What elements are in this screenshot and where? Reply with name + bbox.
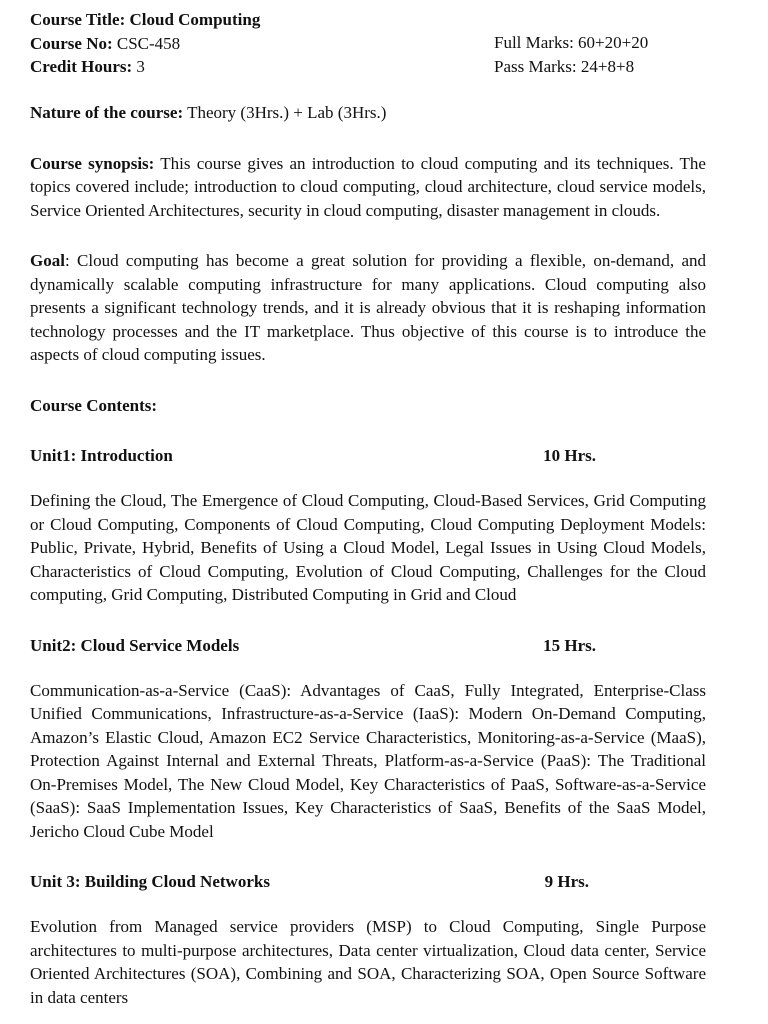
course-synopsis <box>30 152 706 223</box>
unit-2-title: Unit2: Cloud Service Models <box>30 635 240 655</box>
unit-2-heading <box>30 634 706 658</box>
course-title-value: Cloud Computing <box>129 10 261 29</box>
course-title-label: Course Title: <box>30 10 126 29</box>
unit-1-title: Unit1: Introduction <box>30 446 173 465</box>
course-no-label: Course No: <box>30 33 113 53</box>
course-no-value: CSC-458 <box>116 33 181 53</box>
unit-1-hours: 10 Hrs. <box>543 446 596 465</box>
course-info <box>30 8 260 79</box>
unit-3-title: Unit 3: Building Cloud Networks <box>30 872 270 891</box>
goal-label: Goal <box>30 251 65 270</box>
unit-1-content: Defining the Cloud, The Emergence of Cloud Computing, Cloud-Based Services, Grid Computing or Cloud Computing, Components of Cloud Computing, Cloud Computing Deployment Models: Public, Private, Hybrid, Benefits of Using a Cloud Model, Legal Issues in Using Cloud Models, Characteristics of Cloud Computing, Evolution of Cloud Computing, Challenges for the Cloud computing, Grid Computing, Distributed Computing in Grid and Cloud <box>30 491 706 604</box>
unit-3-hours: 9 Hrs. <box>544 872 589 891</box>
course-title-line <box>30 8 260 32</box>
unit-3-content: Evolution from Managed service providers (MSP) to Cloud Computing, Single Purpose architectures to multi-purpose architectures, Data center virtualization, Cloud data center, Service Oriented Architectures (SOA), Combining and SOA, Characterizing SOA, Open Source Software in data centers <box>30 917 706 1007</box>
nature-value: Theory (3Hrs.) + Lab (3Hrs.) <box>187 103 387 122</box>
course-no-line <box>30 32 260 56</box>
pass-marks: Pass Marks: 24+8+8 <box>494 56 635 76</box>
unit-2-content: Communication-as-a-Service (CaaS): Advantages of CaaS, Fully Integrated, Enterprise-Class Unified Communications, Infrastructure-as-a-Service (IaaS): Modern On-Demand Computing, Amazon’s Elastic Cloud, Amazon EC2 Service Characteristics, Monitoring-as-a-Service (MaaS), Protection Against Internal and External Threats, Platform-as-a-Service (PaaS): The Traditional On-Premises Model, The New Cloud Model, Key Characteristics of PaaS, Software-as-a-Service (SaaS): SaaS Implementation Issues, Key Characteristics of SaaS, Benefits of the SaaS Model, Jericho Cloud Cube Model <box>30 680 706 841</box>
unit-3-heading <box>30 870 706 894</box>
course-header <box>30 8 706 74</box>
credit-hours-line <box>30 55 260 79</box>
nature-of-course <box>30 101 706 125</box>
credit-hours-label: Credit Hours: <box>30 57 133 76</box>
marks-info <box>494 31 648 78</box>
course-contents-heading: Course Contents: <box>30 395 158 415</box>
goal-text: : Cloud computing has become a great solution for providing a flexible, on-demand, and dynamically scalable computing infrastructure for many applications. Cloud computing also presents a significant technology trends, and it is already obvious that it is reshaping information technology processes and the IT marketplace. Thus objective of this course is to introduce the aspects of cloud computing issues. <box>30 251 706 364</box>
course-goal <box>30 249 706 367</box>
nature-label: Nature of the course: <box>30 103 184 122</box>
credit-hours-value: 3 <box>136 57 145 76</box>
unit-2-hours: 15 Hrs. <box>543 635 596 655</box>
synopsis-text: This course gives an introduction to cloud computing and its techniques. The topics covered include; introduction to cloud computing, cloud architecture, cloud service models, Service Oriented Architectures, security in cloud computing, disaster management in clouds. <box>30 153 706 220</box>
full-marks: Full Marks: 60+20+20 <box>494 33 649 52</box>
synopsis-label: Course synopsis: <box>30 153 155 173</box>
unit-1-heading <box>30 444 706 468</box>
